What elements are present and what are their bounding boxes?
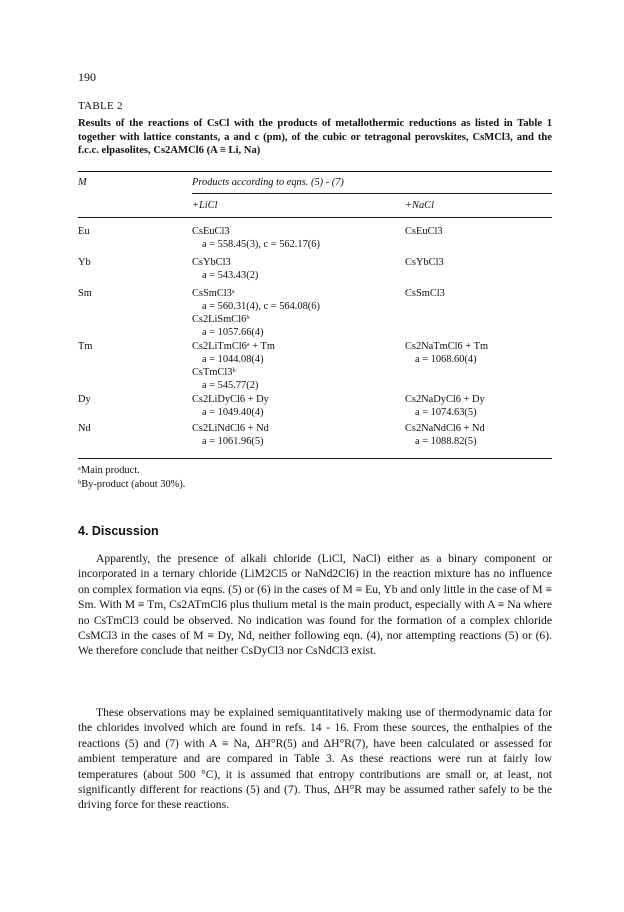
cell-m-sm: Sm <box>78 288 92 299</box>
footnote-a: ᵃMain product. <box>78 465 140 476</box>
cell-licl-line: a = 1049.40(4) <box>202 407 264 418</box>
cell-licl-line: a = 1061.96(5) <box>202 436 264 447</box>
cell-nacl-line: Cs2NaNdCl6 + Nd <box>405 423 485 434</box>
cell-licl-line: a = 543.43(2) <box>202 270 259 281</box>
cell-licl-line: Cs2LiSmCl6ᵇ <box>192 314 250 325</box>
col-header-m: M <box>78 177 87 188</box>
cell-nacl-line: a = 1068.60(4) <box>415 354 477 365</box>
cell-licl-line: a = 1057.66(4) <box>202 327 264 338</box>
section-title: 4. Discussion <box>78 524 159 538</box>
cell-nacl-line: a = 1074.63(5) <box>415 407 477 418</box>
cell-licl-line: Cs2LiTmCl6ᵃ + Tm <box>192 341 275 352</box>
table-bottom-rule <box>78 458 552 459</box>
cell-licl-line: a = 1044.08(4) <box>202 354 264 365</box>
col-header-nacl: +NaCl <box>405 200 434 211</box>
col-header-licl: +LiCl <box>192 200 218 211</box>
cell-nacl-line: Cs2NaTmCl6 + Tm <box>405 341 489 352</box>
cell-licl-line: CsEuCl3 <box>192 226 230 237</box>
cell-m-nd: Nd <box>78 423 91 434</box>
cell-m-yb: Yb <box>78 257 91 268</box>
page-number: 190 <box>78 70 96 84</box>
cell-licl-line: CsYbCl3 <box>192 257 231 268</box>
table-caption: Results of the reactions of CsCl with the products of metallothermic reductions as listed in Table 1 together with lattice constants, a and c (pm), of the cubic or tetragonal perovskites, CsMCl3, and the f.c.c. elpasolites, Cs2AMCl6 (A ≡ Li, Na) <box>78 118 552 156</box>
cell-m-eu: Eu <box>78 226 90 237</box>
col-header-products: Products according to eqns. (5) - (7) <box>192 177 344 188</box>
paragraph-1: Apparently, the presence of alkali chloride (LiCl, NaCl) either as a binary component or incorporated in a ternary chloride (LiM2Cl5 or NaNd2Cl6) in the reaction mixture has no influence on complex formation via eqns. (5) or (6) in the cases of M ≡ Eu, Yb and only little in the case of M ≡ Sm. With M ≡ Tm, Cs2ATmCl6 plus thulium metal is the main product, especially with A ≡ Na where no CsTmCl3 could be observed. No indication was found for the formation of a complex chloride CsMCl3 in the cases of M ≡ Dy, Nd, neither following eqn. (4), nor attempting reactions (5) or (6). We therefore conclude that neither CsDyCl3 nor CsNdCl3 exist. <box>78 552 552 658</box>
cell-licl-line: a = 560.31(4), c = 564.08(6) <box>202 301 320 312</box>
cell-licl-line: CsTmCl3ᵇ <box>192 367 236 378</box>
cell-m-dy: Dy <box>78 394 91 405</box>
header-bottom-rule <box>78 217 552 218</box>
cell-licl-line: CsSmCl3ᵃ <box>192 288 235 299</box>
cell-nacl-line: CsSmCl3 <box>405 288 445 299</box>
cell-nacl-line: Cs2NaDyCl6 + Dy <box>405 394 485 405</box>
paragraph-2: These observations may be explained semiquantitatively making use of thermodynamic data for the chlorides involved which are found in refs. 14 - 16. From these sources, the enthalpies of the reactions (5) and (7) with A ≡ Na, ΔH°R(5) and ΔH°R(7), have been calculated or assessed for ambient temperature and are compared in Table 3. As these reactions were run at fairly low temperatures (about 500 °C), it is assumed that entropy contributions are small or, at least, not significantly different for reactions (5) and (7). Thus, ΔH°R may be assumed rather safely to be the driving force for these reactions. <box>78 706 552 812</box>
cell-nacl-line: a = 1088.82(5) <box>415 436 477 447</box>
cell-m-tm: Tm <box>78 341 93 352</box>
products-underline <box>192 193 552 194</box>
cell-licl-line: a = 545.77(2) <box>202 380 259 391</box>
cell-licl-line: Cs2LiNdCl6 + Nd <box>192 423 269 434</box>
cell-nacl-line: CsYbCl3 <box>405 257 444 268</box>
table-label: TABLE 2 <box>78 100 123 112</box>
table-top-rule <box>78 171 552 172</box>
footnote-b: ᵇBy-product (about 30%). <box>78 479 186 490</box>
cell-licl-line: Cs2LiDyCl6 + Dy <box>192 394 269 405</box>
cell-licl-line: a = 558.45(3), c = 562.17(6) <box>202 239 320 250</box>
cell-nacl-line: CsEuCl3 <box>405 226 443 237</box>
